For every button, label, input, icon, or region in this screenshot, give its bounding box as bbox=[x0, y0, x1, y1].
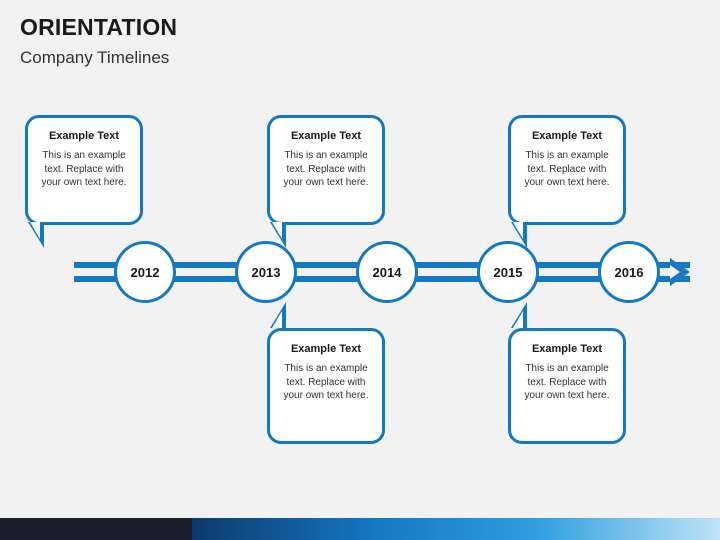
footer-bar bbox=[0, 518, 720, 540]
callout-2013[interactable] bbox=[267, 115, 385, 225]
callout-2015-tail-inner bbox=[513, 222, 523, 239]
timeline-node-label: 2012 bbox=[130, 264, 160, 280]
callout-title: Example Text bbox=[290, 130, 362, 142]
callout-2016[interactable] bbox=[508, 328, 626, 444]
callout-body: This is an example text. Replace with your own text here. bbox=[524, 150, 610, 188]
callout-title: Example Text bbox=[48, 130, 120, 142]
callout-body: This is an example text. Replace with your own text here. bbox=[283, 150, 369, 188]
callout-title: Example Text bbox=[531, 130, 603, 142]
page-title: ORIENTATION bbox=[20, 14, 178, 40]
callout-2012[interactable] bbox=[25, 115, 143, 225]
timeline-node-label: 2015 bbox=[493, 264, 523, 280]
callout-title: Example Text bbox=[290, 343, 362, 355]
timeline-node-2014[interactable] bbox=[356, 241, 418, 303]
callout-body: This is an example text. Replace with your own text here. bbox=[283, 363, 369, 401]
timeline-node-2015[interactable] bbox=[477, 241, 539, 303]
timeline-node-label: 2013 bbox=[251, 264, 281, 280]
callout-2014[interactable] bbox=[267, 328, 385, 444]
callout-2013-tail-inner bbox=[272, 222, 282, 239]
timeline-node-label: 2016 bbox=[614, 264, 644, 280]
footer-gradient-block bbox=[192, 518, 720, 540]
timeline-node-2013[interactable] bbox=[235, 241, 297, 303]
page-subtitle: Company Timelines bbox=[20, 48, 170, 67]
timeline-node-label: 2014 bbox=[372, 264, 402, 280]
callout-2015[interactable] bbox=[508, 115, 626, 225]
callout-title: Example Text bbox=[531, 343, 603, 355]
callout-body: This is an example text. Replace with your own text here. bbox=[524, 363, 610, 401]
timeline-node-2012[interactable] bbox=[114, 241, 176, 303]
callout-2016-tail-inner bbox=[513, 311, 523, 328]
timeline-arrow-inner bbox=[670, 265, 680, 279]
callout-body: This is an example text. Replace with your own text here. bbox=[41, 150, 127, 188]
callout-2012-tail-inner bbox=[30, 222, 40, 239]
footer-dark-block bbox=[0, 518, 192, 540]
callout-2014-tail-inner bbox=[272, 311, 282, 328]
timeline-node-2016[interactable] bbox=[598, 241, 660, 303]
